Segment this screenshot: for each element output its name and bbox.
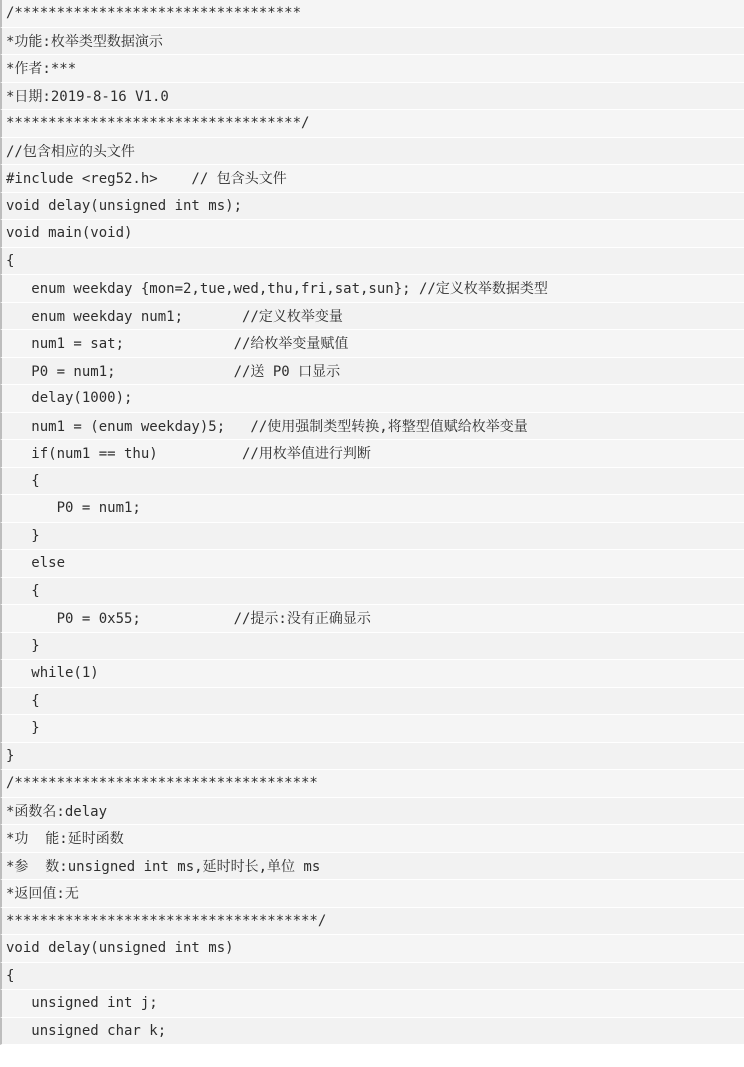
code-line-text: *日期:2019-8-16 V1.0 xyxy=(6,88,169,105)
code-line xyxy=(0,0,744,28)
code-line xyxy=(0,578,744,606)
code-line xyxy=(0,990,744,1018)
code-line xyxy=(0,468,744,496)
code-line xyxy=(0,413,744,441)
code-line-text: } xyxy=(6,747,15,764)
code-line xyxy=(0,1018,744,1046)
code-line xyxy=(0,28,744,56)
code-line xyxy=(0,908,744,936)
code-line xyxy=(0,798,744,826)
code-line xyxy=(0,880,744,908)
code-line-text: num1 = (enum weekday)5; //使用强制类型转换,将整型值赋给枚举变量 xyxy=(6,418,528,435)
code-line xyxy=(0,138,744,166)
code-line-text: P0 = num1; //送 P0 口显示 xyxy=(6,363,341,380)
code-line xyxy=(0,440,744,468)
code-line xyxy=(0,110,744,138)
code-line-text: { xyxy=(6,472,40,489)
code-line-text: P0 = num1; xyxy=(6,500,141,517)
code-line xyxy=(0,165,744,193)
code-line-text: *参 数:unsigned int ms,延时时长,单位 ms xyxy=(6,858,321,875)
code-line xyxy=(0,633,744,661)
code-line xyxy=(0,935,744,963)
code-line-text: else xyxy=(6,555,66,572)
code-line-text: num1 = sat; //给枚举变量赋值 xyxy=(6,336,349,353)
code-line-text: //包含相应的头文件 xyxy=(6,143,135,160)
code-line xyxy=(0,385,744,413)
code-line-text: *作者:*** xyxy=(6,61,77,78)
code-line xyxy=(0,825,744,853)
code-line xyxy=(0,248,744,276)
code-line-text: enum weekday {mon=2,tue,wed,thu,fri,sat,sun}; //定义枚举数据类型 xyxy=(6,281,548,298)
code-line xyxy=(0,495,744,523)
code-line-text: ***********************************/ xyxy=(6,115,310,132)
code-line xyxy=(0,330,744,358)
code-line xyxy=(0,715,744,743)
code-line-text: } xyxy=(6,720,40,737)
code-line-text: } xyxy=(6,527,40,544)
code-line-text: *功 能:延时函数 xyxy=(6,831,124,848)
code-line-text: } xyxy=(6,637,40,654)
code-line xyxy=(0,770,744,798)
code-line-text: void main(void) xyxy=(6,225,133,242)
code-line-text: { xyxy=(6,692,40,709)
code-line-text: void delay(unsigned int ms); xyxy=(6,197,243,214)
code-line-text: if(num1 == thu) //用枚举值进行判断 xyxy=(6,446,371,463)
code-line xyxy=(0,660,744,688)
code-line-text: /********************************** xyxy=(6,5,302,22)
code-line xyxy=(0,605,744,633)
code-line xyxy=(0,358,744,386)
code-line xyxy=(0,275,744,303)
code-line-text: *函数名:delay xyxy=(6,803,108,820)
code-line-text: { xyxy=(6,967,15,984)
code-line-text: { xyxy=(6,582,40,599)
code-line xyxy=(0,550,744,578)
code-line-text: *功能:枚举类型数据演示 xyxy=(6,33,163,50)
code-line xyxy=(0,963,744,991)
code-line xyxy=(0,55,744,83)
code-line xyxy=(0,523,744,551)
code-line xyxy=(0,853,744,881)
code-line xyxy=(0,303,744,331)
code-line xyxy=(0,83,744,111)
code-line-text: void delay(unsigned int ms) xyxy=(6,940,234,957)
code-line-text: /************************************ xyxy=(6,775,318,792)
code-line xyxy=(0,688,744,716)
code-line xyxy=(0,220,744,248)
code-line-text: *返回值:无 xyxy=(6,886,79,903)
code-line-text: *************************************/ xyxy=(6,912,327,929)
code-line-text: while(1) xyxy=(6,665,99,682)
code-line-text: delay(1000); xyxy=(6,390,133,407)
code-line-text: unsigned int j; xyxy=(6,995,158,1012)
code-line-text: enum weekday num1; //定义枚举变量 xyxy=(6,308,343,325)
code-line xyxy=(0,193,744,221)
code-line xyxy=(0,743,744,771)
code-line-text: unsigned char k; xyxy=(6,1022,167,1039)
code-line-text: { xyxy=(6,252,15,269)
code-line-text: P0 = 0x55; //提示:没有正确显示 xyxy=(6,611,371,628)
code-line-text: #include <reg52.h> // 包含头文件 xyxy=(6,171,287,188)
